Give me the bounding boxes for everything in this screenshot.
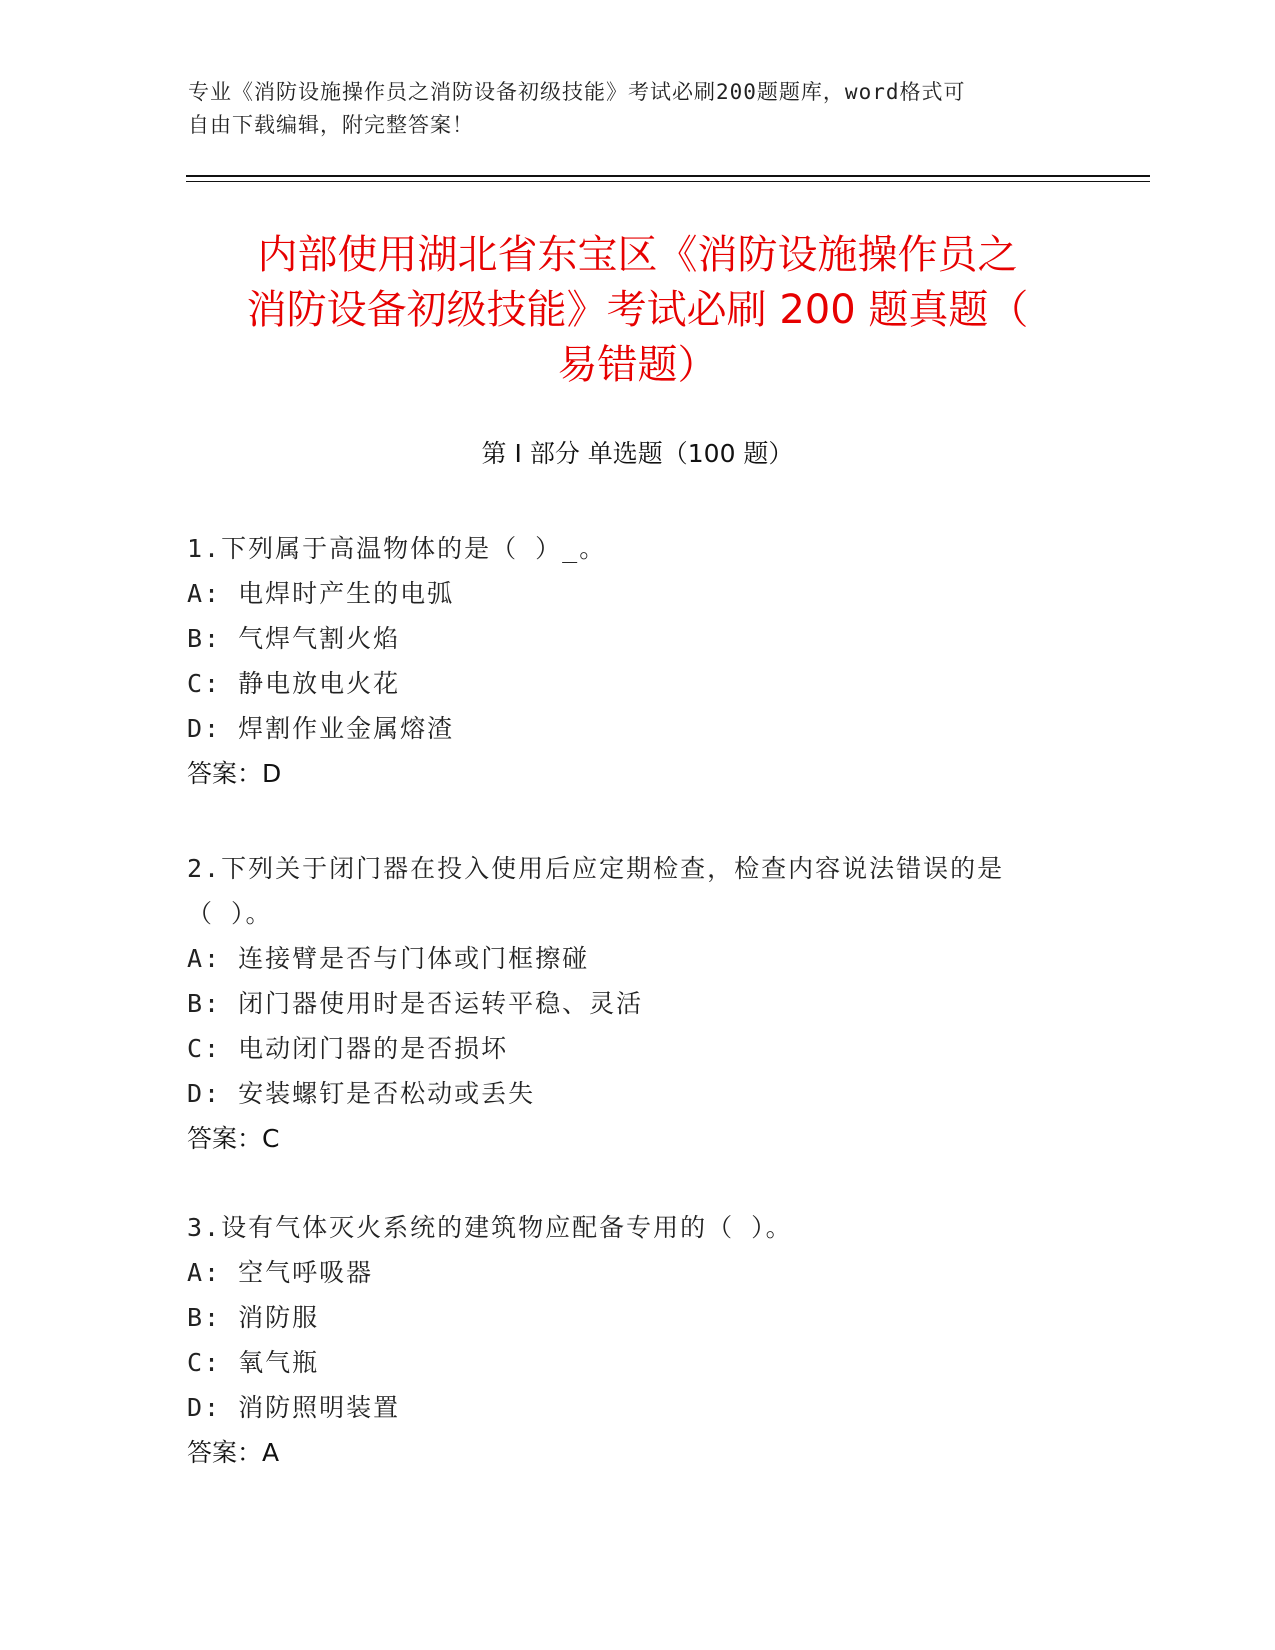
answer: 答案：A: [187, 1438, 280, 1467]
question-stem-continued: （ ）。: [187, 899, 273, 928]
question-stem: 2.下列关于闭门器在投入使用后应定期检查，检查内容说法错误的是: [187, 854, 1005, 883]
option-c: C: 氧气瓶: [187, 1348, 320, 1377]
option-d: D: 安装螺钉是否松动或丢失: [187, 1079, 536, 1108]
option-c: C: 电动闭门器的是否损坏: [187, 1034, 509, 1063]
option-b: B: 闭门器使用时是否运转平稳、灵活: [187, 989, 644, 1018]
header-note-line-1: 专业《消防设施操作员之消防设备初级技能》考试必刷200题题库，word格式可: [188, 80, 966, 104]
option-d: D: 焊割作业金属熔渣: [187, 714, 455, 743]
question-stem: 1.下列属于高温物体的是（ ）_。: [187, 534, 607, 563]
option-b: B: 气焊气割火焰: [187, 624, 401, 653]
header-note: [188, 76, 1088, 142]
document-title-line-3: 易错题）: [557, 342, 718, 388]
question-2: [187, 846, 1087, 1161]
document-title: [190, 228, 1085, 393]
section-heading: 第 I 部分 单选题（100 题）: [481, 439, 794, 468]
option-a: A: 电焊时产生的电弧: [187, 579, 455, 608]
header-note-line-2: 自由下载编辑，附完整答案！: [188, 113, 474, 137]
option-d: D: 消防照明装置: [187, 1393, 401, 1422]
header-rule-thin: [186, 181, 1150, 182]
answer: 答案：C: [187, 1124, 280, 1153]
option-b: B: 消防服: [187, 1303, 320, 1332]
document-title-line-2: 消防设备初级技能》考试必刷 200 题真题（: [246, 287, 1029, 333]
question-3: [187, 1205, 1087, 1475]
answer: 答案：D: [187, 759, 282, 788]
option-a: A: 空气呼吸器: [187, 1258, 374, 1287]
option-a: A: 连接臂是否与门体或门框擦碰: [187, 944, 590, 973]
question-1: [187, 526, 1087, 796]
question-stem: 3.设有气体灭火系统的建筑物应配备专用的（ ）。: [187, 1213, 793, 1242]
option-c: C: 静电放电火花: [187, 669, 401, 698]
header-rule-thick: [186, 175, 1150, 177]
document-title-line-1: 内部使用湖北省东宝区《消防设施操作员之: [257, 232, 1018, 278]
